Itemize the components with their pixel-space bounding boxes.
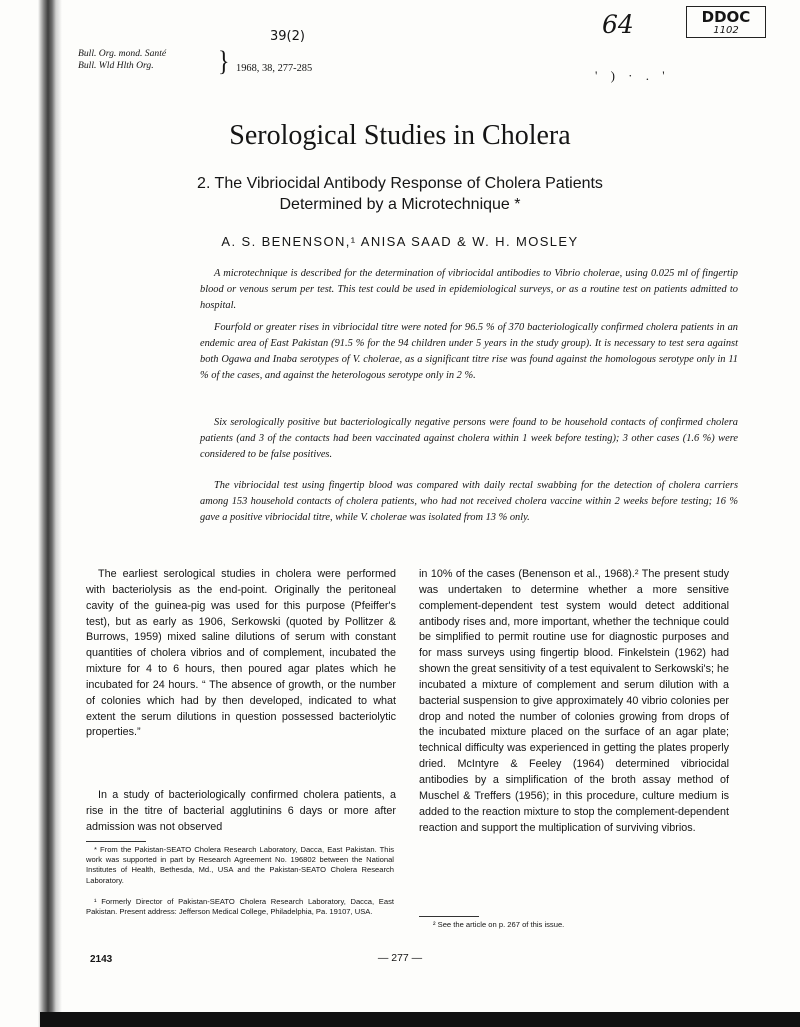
ddoc-stamp [686, 6, 766, 38]
article-title: Serological Studies in Cholera [229, 120, 571, 151]
page-id: 2143 [90, 954, 113, 965]
body-paragraph: The earliest serological studies in cholera were performed with bacteriolysis as the end-point. Originally the peritoneal cavity of the guinea-pig was used for this purpose (Pfeiffer's test), but as early as 1906, Serkowski (quoted by Pollitzer & Burrows, 1959) mixed saline dilutions of serum with constant quantities of cholera vibrios and of complement, incubated the mixture for 4 to 6 hours, then poured agar plates which he incubated for 24 hours. “ The absence of growth, or the number of colonies which had by then developed, indicated to what extent the serum dilutions in question possessed bacteriolytic properties.” [86, 568, 396, 739]
body-paragraph: In a study of bacteriologically confirmed cholera patients, a rise in the titre of bacterial agglutinins 6 days or more after admission was not observed [86, 789, 396, 833]
journal-name-en: Bull. Wld Hlth Org. [78, 60, 154, 71]
authors: A. S. BENENSON,¹ ANISA SAAD & W. H. MOSLEY [221, 234, 579, 249]
abstract-paragraph: A microtechnique is described for the determination of vibriocidal antibodies to Vibrio cholerae, using 0.025 ml of fingertip blood or venous serum per test. This test could be used in epidemiological surveys, or as a routine test on patients admitted to hospital. [200, 268, 738, 311]
footnote: ² See the article on p. 267 of this issue. [433, 920, 565, 929]
abstract-paragraph: Six serologically positive but bacteriologically negative persons were found to be household contacts of confirmed cholera patients (and 3 of the contacts had been vaccinated against cholera within 1 week before testing); 3 other cases (1.6 %) were considered to be false positives. [200, 417, 738, 460]
pen-marks: ' ) · . ' [595, 68, 670, 83]
stamp-code: 1102 [713, 25, 739, 36]
abstract-paragraph: The vibriocidal test using fingertip blood was compared with daily rectal swabbing for the detection of cholera carriers among 153 household contacts of cholera patients, who had not received cholera vaccine within 2 weeks before testing; 16 % gave a positive vibriocidal titre, while V. cholerae was isolated from 13 % only. [200, 480, 738, 523]
article-subtitle-line2: Determined by a Microtechnique * [279, 196, 521, 213]
scan-bottom-edge [40, 1012, 800, 1027]
article-subtitle-line1: 2. The Vibriocidal Antibody Response of Cholera Patients [197, 175, 603, 192]
page-number: — 277 — [377, 952, 423, 964]
footnote-rule [419, 916, 479, 917]
handwritten-volume-ref: 39(2) [270, 29, 305, 44]
footnote: ¹ Formerly Director of Pakistan-SEATO Cholera Research Laboratory, Dacca, East Pakistan. Present address: Jefferson Medical College, Philadelphia, Pa. 19107, USA. [86, 897, 394, 917]
journal-header [78, 48, 166, 72]
body-paragraph: in 10% of the cases (Benenson et al., 1968).² The present study was undertaken to determine whether a more sensitive complement-dependent test system would detect additional antibody rises and, more important, whether the technique could be simplified to permit routine use for diagnostic purposes and for mass surveys using fingertip blood. Finkelstein (1962) had shown the great sensitivity of a test equivalent to Serkowski's; he incubated a mixture of complement and serum dilution with a bacterial suspension to give approximately 40 vibrio colonies per drop and noted the number of colonies growing from drops of the incubated mixture placed on the surface of an agar plate; technical difficulty was experienced in getting the plates properly dried. McIntyre & Feeley (1964) determined vibriocidal antibodies by a simplification of the broth assay method of Muschel & Treffers (1956); in this procedure, culture medium is added to the reaction mixture to stop the complement-dependent reaction and support the multiplication of surviving vibrios. [419, 568, 729, 834]
journal-citation: 1968, 38, 277-285 [236, 63, 313, 74]
footnote-rule [86, 841, 146, 842]
stamp-label: DDOC [701, 8, 751, 26]
header-brace: } [218, 46, 230, 78]
footnote: * From the Pakistan-SEATO Cholera Research Laboratory, Dacca, East Pakistan. This work was supported in part by Research Agreement No. 196802 between the National Institutes of Health, Bethesda, Md., USA and the Pakistan-SEATO Cholera Research Laboratory. [86, 845, 394, 885]
abstract-paragraph: Fourfold or greater rises in vibriocidal titre were noted for 96.5 % of 370 bacteriologically confirmed cholera patients in an endemic area of East Pakistan (91.5 % for the 94 children under 5 years in the study group). It is necessary to test sera against both Ogawa and Inaba serotypes of V. cholerae, as a significant titre rise was found against the homologous serotype only in 11 % of the cases, and against the heterologous serotype only in 2 %. [200, 322, 738, 381]
journal-name-fr: Bull. Org. mond. Santé [78, 48, 167, 59]
scanner-binding-edge [0, 0, 62, 1027]
handwritten-number: 64 [602, 10, 634, 39]
